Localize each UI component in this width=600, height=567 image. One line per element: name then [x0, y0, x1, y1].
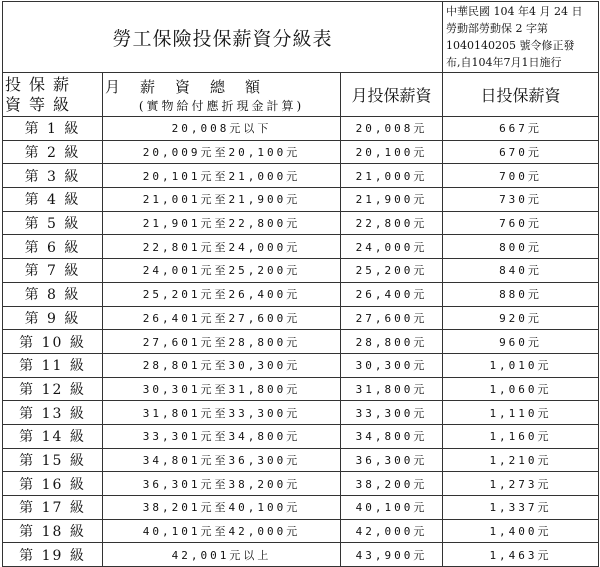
salary-grade-table [2, 1, 599, 567]
grade-cell: 第 11 級 [3, 353, 103, 377]
daily-salary-cell: 1,060元 [443, 377, 599, 401]
salary-range-cell: 38,201元至40,100元 [103, 496, 341, 520]
daily-salary-cell: 1,400元 [443, 519, 599, 543]
salary-range-cell: 20,101元至21,000元 [103, 164, 341, 188]
monthly-salary-cell: 20,008元 [341, 117, 443, 141]
daily-salary-cell: 840元 [443, 259, 599, 283]
table-row [3, 211, 599, 235]
grade-cell: 第 16 級 [3, 472, 103, 496]
salary-range-cell: 33,301元至34,800元 [103, 424, 341, 448]
document-title: 勞工保險投保薪資分級表 [3, 2, 443, 73]
note-line: 1040140205 號令修正發 [446, 39, 575, 52]
table-row [3, 353, 599, 377]
monthly-salary-cell: 24,000元 [341, 235, 443, 259]
grade-cell: 第 17 級 [3, 496, 103, 520]
grade-rows [3, 117, 599, 567]
header-monthly-insured-salary: 月投保薪資 [341, 73, 443, 117]
salary-range-cell: 42,001元以上 [103, 543, 341, 567]
monthly-salary-cell: 20,100元 [341, 140, 443, 164]
monthly-salary-cell: 21,900元 [341, 188, 443, 212]
daily-salary-cell: 760元 [443, 211, 599, 235]
note-line: 中華民國 104 年4 月 24 日 [446, 5, 583, 18]
table-row [3, 519, 599, 543]
monthly-salary-cell: 21,000元 [341, 164, 443, 188]
table-row [3, 188, 599, 212]
grade-cell: 第 10 級 [3, 330, 103, 354]
monthly-salary-cell: 27,600元 [341, 306, 443, 330]
table-row [3, 496, 599, 520]
monthly-salary-cell: 38,200元 [341, 472, 443, 496]
header-grade-line2: 資等級 [5, 94, 78, 114]
grade-cell: 第 2 級 [3, 140, 103, 164]
grade-cell: 第 4 級 [3, 188, 103, 212]
table-row [3, 377, 599, 401]
table-row [3, 330, 599, 354]
monthly-salary-cell: 25,200元 [341, 259, 443, 283]
daily-salary-cell: 1,273元 [443, 472, 599, 496]
header-salary-range [103, 73, 341, 117]
daily-salary-cell: 1,010元 [443, 353, 599, 377]
table-row [3, 282, 599, 306]
daily-salary-cell: 730元 [443, 188, 599, 212]
table-row [3, 401, 599, 425]
daily-salary-cell: 800元 [443, 235, 599, 259]
salary-range-cell: 24,001元至25,200元 [103, 259, 341, 283]
salary-range-cell: 20,009元至20,100元 [103, 140, 341, 164]
monthly-salary-cell: 33,300元 [341, 401, 443, 425]
salary-range-cell: 27,601元至28,800元 [103, 330, 341, 354]
daily-salary-cell: 1,110元 [443, 401, 599, 425]
grade-cell: 第 7 級 [3, 259, 103, 283]
daily-salary-cell: 920元 [443, 306, 599, 330]
monthly-salary-cell: 22,800元 [341, 211, 443, 235]
header-range-line1: 月薪資總額 [105, 77, 281, 96]
title-row [3, 2, 599, 73]
daily-salary-cell: 1,160元 [443, 424, 599, 448]
monthly-salary-cell: 42,000元 [341, 519, 443, 543]
monthly-salary-cell: 30,300元 [341, 353, 443, 377]
monthly-salary-cell: 26,400元 [341, 282, 443, 306]
amendment-note [443, 2, 599, 73]
daily-salary-cell: 700元 [443, 164, 599, 188]
note-line: 勞動部勞動保 2 字第 [446, 22, 548, 35]
daily-salary-cell: 667元 [443, 117, 599, 141]
grade-cell: 第 14 級 [3, 424, 103, 448]
monthly-salary-cell: 34,800元 [341, 424, 443, 448]
salary-range-cell: 25,201元至26,400元 [103, 282, 341, 306]
grade-cell: 第 9 級 [3, 306, 103, 330]
table-row [3, 448, 599, 472]
salary-range-cell: 21,901元至22,800元 [103, 211, 341, 235]
daily-salary-cell: 1,463元 [443, 543, 599, 567]
daily-salary-cell: 960元 [443, 330, 599, 354]
grade-cell: 第 8 級 [3, 282, 103, 306]
grade-cell: 第 1 級 [3, 117, 103, 141]
grade-cell: 第 19 級 [3, 543, 103, 567]
daily-salary-cell: 1,210元 [443, 448, 599, 472]
grade-cell: 第 18 級 [3, 519, 103, 543]
note-line: 布,自104年7月1日施行 [446, 56, 562, 69]
grade-cell: 第 5 級 [3, 211, 103, 235]
table-row [3, 306, 599, 330]
daily-salary-cell: 880元 [443, 282, 599, 306]
monthly-salary-cell: 43,900元 [341, 543, 443, 567]
salary-range-cell: 21,001元至21,900元 [103, 188, 341, 212]
monthly-salary-cell: 31,800元 [341, 377, 443, 401]
salary-range-cell: 20,008元以下 [103, 117, 341, 141]
daily-salary-cell: 1,337元 [443, 496, 599, 520]
table-row [3, 140, 599, 164]
monthly-salary-cell: 40,100元 [341, 496, 443, 520]
table-row [3, 235, 599, 259]
grade-cell: 第 12 級 [3, 377, 103, 401]
table-row [3, 164, 599, 188]
monthly-salary-cell: 36,300元 [341, 448, 443, 472]
monthly-salary-cell: 28,800元 [341, 330, 443, 354]
table-row [3, 117, 599, 141]
grade-cell: 第 13 級 [3, 401, 103, 425]
salary-range-cell: 28,801元至30,300元 [103, 353, 341, 377]
salary-range-cell: 31,801元至33,300元 [103, 401, 341, 425]
header-range-line2: (實物給付應折現金計算) [138, 98, 305, 113]
header-row [3, 73, 599, 117]
salary-range-cell: 26,401元至27,600元 [103, 306, 341, 330]
grade-cell: 第 15 級 [3, 448, 103, 472]
grade-cell: 第 6 級 [3, 235, 103, 259]
table-row [3, 259, 599, 283]
daily-salary-cell: 670元 [443, 140, 599, 164]
table-row [3, 424, 599, 448]
salary-range-cell: 36,301元至38,200元 [103, 472, 341, 496]
insurance-salary-table-sheet [2, 1, 598, 564]
grade-cell: 第 3 級 [3, 164, 103, 188]
header-grade-line1: 投保薪 [5, 74, 78, 94]
salary-range-cell: 40,101元至42,000元 [103, 519, 341, 543]
table-row [3, 472, 599, 496]
table-row [3, 543, 599, 567]
salary-range-cell: 30,301元至31,800元 [103, 377, 341, 401]
salary-range-cell: 34,801元至36,300元 [103, 448, 341, 472]
header-grade [3, 73, 103, 117]
salary-range-cell: 22,801元至24,000元 [103, 235, 341, 259]
header-daily-insured-salary: 日投保薪資 [443, 73, 599, 117]
